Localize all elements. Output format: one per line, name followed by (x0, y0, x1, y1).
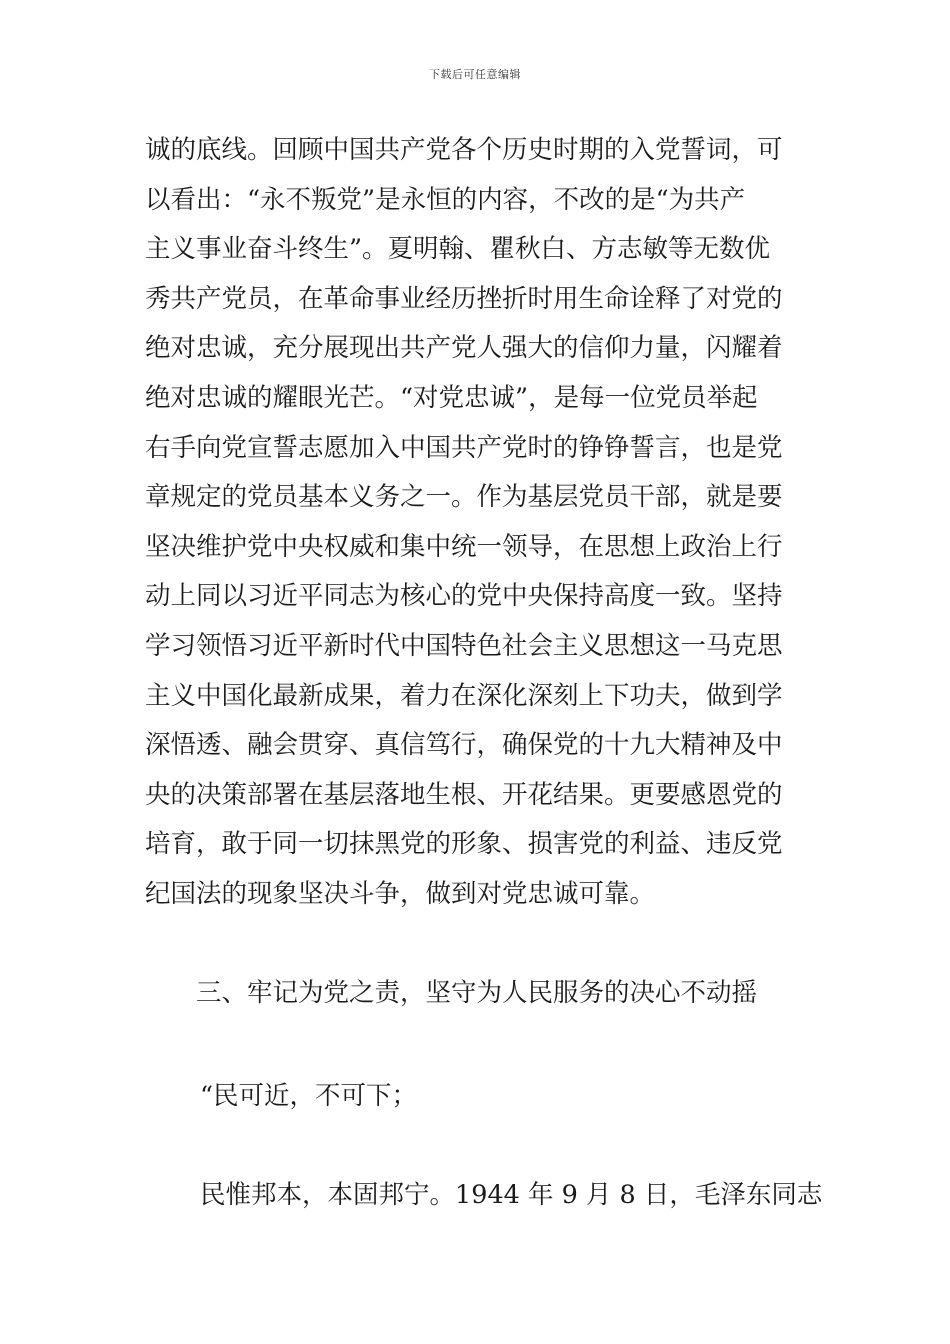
body-line: 动上同以习近平同志为核心的党中央保持高度一致。坚持 (145, 581, 783, 612)
quote-text: “民可近，不可下； (200, 1081, 418, 1111)
body-line: 绝对忠诚，充分展现出共产党人强大的信仰力量，闪耀着 (145, 333, 783, 364)
body-line: 诚的底线。回顾中国共产党各个历史时期的入党誓词，可 (145, 135, 783, 165)
closing-paragraph: 民惟邦本，本固邦宁。1944 年 9 月 8 日，毛泽东同志 (200, 1180, 823, 1210)
body-line: 以看出：“永不叛党”是永恒的内容，不改的是“为共产 (145, 184, 746, 215)
body-line: 坚决维护党中央权威和集中统一领导，在思想上政治上行 (145, 531, 783, 562)
body-line: 章规定的党员基本义务之一。作为基层党员干部，就是要 (145, 482, 783, 513)
body-paragraph (145, 126, 815, 920)
body-line: 深悟透、融会贯穿、真信笃行，确保党的十九大精神及中 (145, 730, 783, 761)
body-line: 秀共产党员，在革命事业经历挫折时用生命诠释了对党的 (145, 283, 783, 314)
body-line: 央的决策部署在基层落地生根、开花结果。更要感恩党的 (145, 779, 783, 810)
body-line: 右手向党宣誓志愿加入中国共产党时的铮铮誓言，也是党 (145, 432, 783, 463)
body-line: 纪国法的现象坚决斗争，做到对党忠诚可靠。 (145, 878, 656, 909)
body-line: 绝对忠诚的耀眼光芒。“对党忠诚”，是每一位党员举起 (145, 382, 758, 413)
body-line: 学习领悟习近平新时代中国特色社会主义思想这一马克思 (145, 630, 783, 661)
body-line: 主义中国化最新成果，着力在深化深刻上下功夫，做到学 (145, 680, 783, 711)
page-header-note: 下载后可任意编辑 (429, 68, 521, 81)
section-heading: 三、牢记为党之责，坚守为人民服务的决心不动摇 (196, 978, 758, 1008)
body-line: 主义事业奋斗终生”。夏明翰、瞿秋白、方志敏等无数优 (145, 234, 771, 265)
body-line: 培育，敢于同一切抹黑党的形象、损害党的利益、违反党 (145, 829, 783, 860)
